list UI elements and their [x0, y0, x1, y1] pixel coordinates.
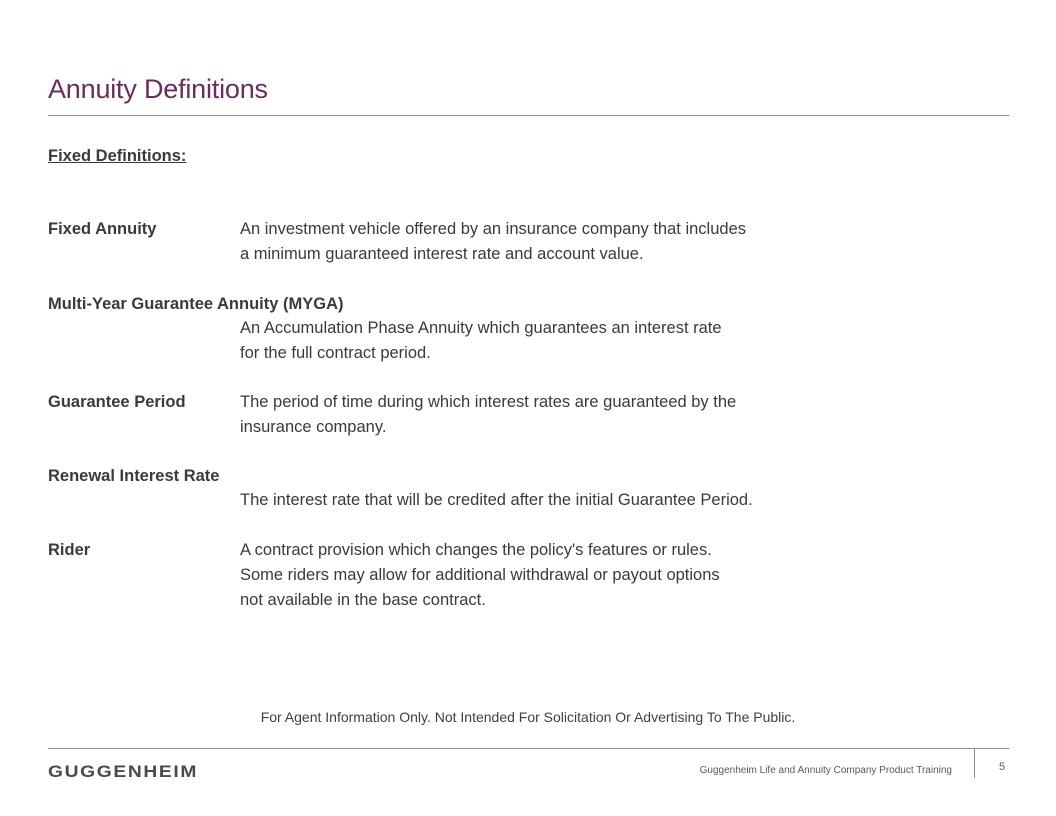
- footer-caption: Guggenheim Life and Annuity Company Product Training: [699, 765, 952, 776]
- definition-line: The period of time during which interest rates are guaranteed by the: [240, 393, 737, 411]
- definition-line: not available in the base contract.: [240, 591, 486, 609]
- term-renewal-interest-rate: Renewal Interest Rate: [48, 467, 220, 485]
- page-number: 5: [999, 761, 1006, 773]
- definition-line: Some riders may allow for additional withdrawal or payout options: [240, 566, 720, 584]
- footer-divider: [48, 748, 1009, 749]
- definition-line: for the full contract period.: [240, 344, 431, 362]
- definition-line: a minimum guaranteed interest rate and account value.: [240, 245, 644, 263]
- definition-line: An Accumulation Phase Annuity which guarantees an interest rate: [240, 319, 722, 337]
- definition-line: insurance company.: [240, 418, 387, 436]
- title-divider: [48, 115, 1009, 116]
- disclaimer: For Agent Information Only. Not Intended For Solicitation Or Advertising To The Public.: [260, 709, 796, 725]
- section-heading: Fixed Definitions:: [48, 147, 187, 165]
- term-myga: Multi-Year Guarantee Annuity (MYGA): [48, 295, 344, 313]
- definition-line: A contract provision which changes the policy's features or rules.: [240, 541, 712, 559]
- guggenheim-logo: [48, 761, 200, 781]
- term-fixed-annuity: Fixed Annuity: [48, 220, 157, 238]
- footer-vertical-divider: [974, 748, 975, 778]
- definition-line: The interest rate that will be credited after the initial Guarantee Period.: [240, 491, 753, 509]
- term-guarantee-period: Guarantee Period: [48, 393, 186, 411]
- term-rider: Rider: [48, 541, 91, 559]
- logo-text: GUGGENHEIM: [48, 763, 198, 781]
- definition-line: An investment vehicle offered by an insurance company that includes: [240, 220, 746, 238]
- page-title: Annuity Definitions: [48, 74, 268, 104]
